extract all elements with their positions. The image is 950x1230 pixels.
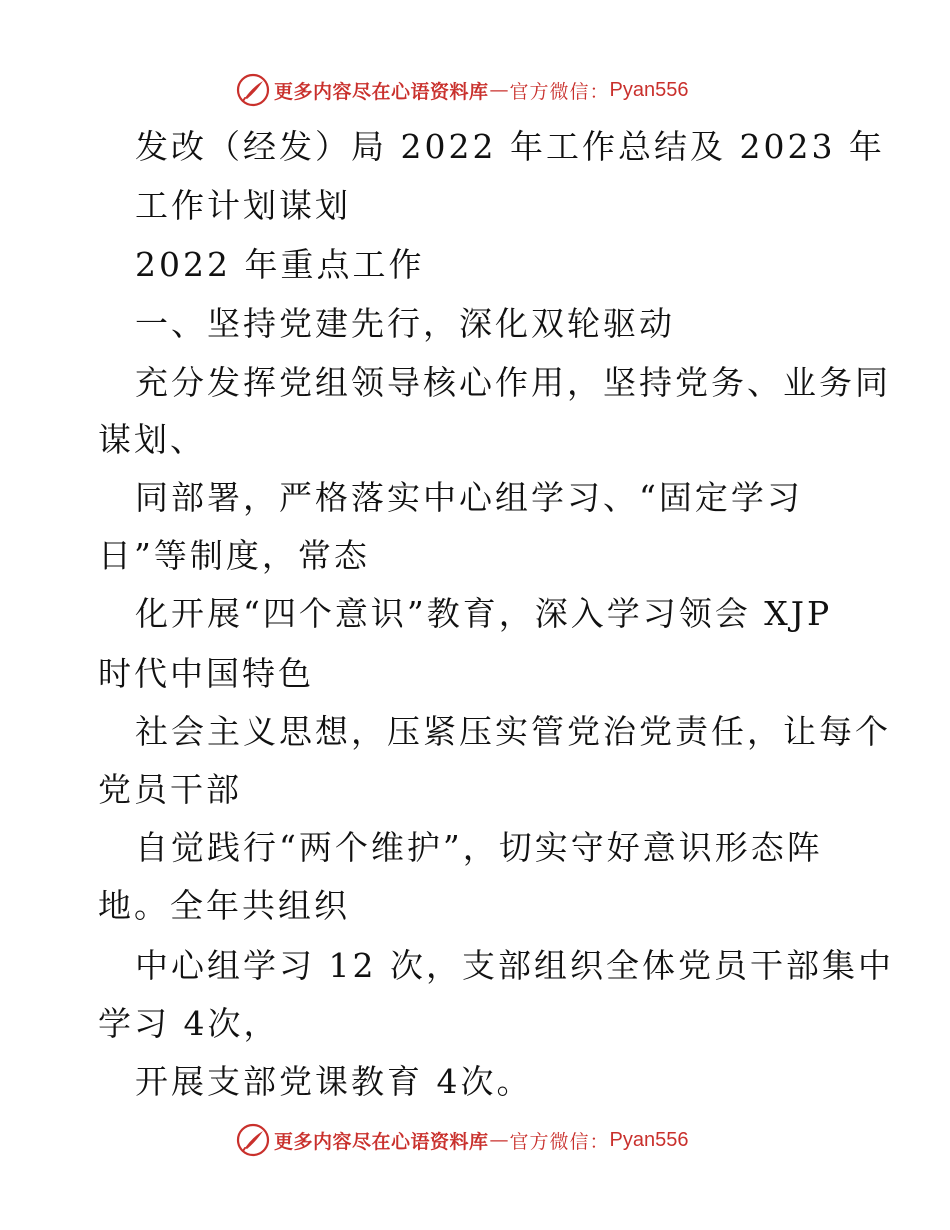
subsection-heading: 一、坚持党建先行，深化双轮驱动 [135,304,675,343]
quill-pen-logo-icon [236,73,270,107]
banner-brand-text: 更多内容尽在心语资料库 [274,1130,489,1153]
header-banner [236,72,689,108]
paragraph-line: 时代中国特色 [98,654,314,693]
paragraph-line: 化开展“四个意识”教育，深入学习领会 XJP [135,594,833,633]
paragraph-line: 开展支部党课教育 4次。 [135,1062,533,1101]
doc-title-line-2: 工作计划谋划 [135,186,351,225]
paragraph-line: 党员干部 [98,770,242,809]
paragraph-line: 地。全年共组织 [98,886,350,925]
banner-wechat-label: 官方微信： [509,1130,610,1153]
paragraph-line: 社会主义思想，压紧压实管党治党责任，让每个 [135,712,891,751]
paragraph-line: 日”等制度，常态 [98,536,370,575]
paragraph-line: 中心组学习 12 次，支部组织全体党员干部集中 [135,946,894,985]
paragraph-line: 自觉践行“两个维护”，切实守好意识形态阵 [135,828,823,867]
footer-banner [236,1122,689,1158]
paragraph-line: 充分发挥党组领导核心作用，坚持党务、业务同 [135,363,891,402]
banner-brand-text: 更多内容尽在心语资料库 [274,80,489,103]
banner-wechat-id: Pyan556 [609,78,689,101]
doc-title-line-1: 发改（经发）局 2022 年工作总结及 2023 年 [135,127,885,166]
paragraph-line: 谋划、 [98,420,206,459]
section-heading: 2022 年重点工作 [135,245,425,284]
quill-pen-logo-icon [236,1123,270,1157]
banner-wechat-id: Pyan556 [609,1128,689,1151]
paragraph-line: 学习 4次， [98,1004,280,1043]
banner-dash: — [489,79,509,101]
banner-dash: — [489,1129,509,1151]
banner-wechat-label: 官方微信： [509,80,610,103]
paragraph-line: 同部署，严格落实中心组学习、“固定学习 [135,478,803,517]
